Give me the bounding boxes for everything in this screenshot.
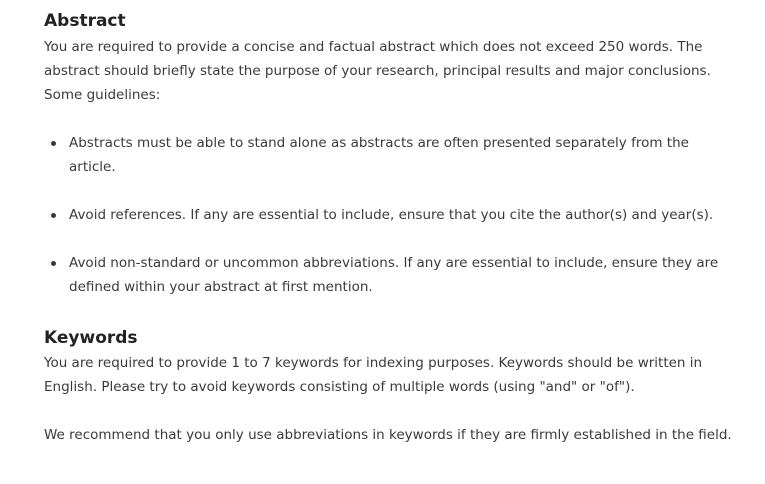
abstract-section — [44, 0, 735, 299]
guideline-item — [44, 203, 735, 227]
bullet-icon — [51, 261, 56, 266]
guideline-text: Avoid references. If any are essential to include, ensure that you cite the author(s) and year(s). — [69, 207, 714, 223]
keywords-note-text: We recommend that you only use abbreviations in keywords if they are firmly established in the field. — [44, 427, 732, 443]
guideline-text: Abstracts must be able to stand alone as abstracts are often presented separately from the article. — [69, 135, 689, 175]
abstract-guidelines-list — [44, 131, 735, 299]
guideline-text: Avoid non-standard or uncommon abbreviations. If any are essential to include, ensure they are defined within your abstract at first mention. — [69, 255, 719, 295]
bullet-icon — [51, 213, 56, 218]
bullet-icon — [51, 141, 56, 146]
abstract-heading: Abstract — [44, 11, 126, 31]
keywords-heading: Keywords — [44, 328, 138, 348]
guideline-item — [44, 251, 735, 299]
keywords-intro-text: You are required to provide 1 to 7 keywords for indexing purposes. Keywords should be written in English. Please try to avoid keywords consisting of multiple words (using "and" or "of"). — [44, 355, 703, 395]
guideline-item — [44, 131, 735, 179]
abstract-intro-text: You are required to provide a concise and factual abstract which does not exceed 250 words. The abstract should briefly state the purpose of your research, principal results and major conclusions. Some guidelines: — [44, 39, 711, 103]
keywords-section — [44, 327, 735, 447]
